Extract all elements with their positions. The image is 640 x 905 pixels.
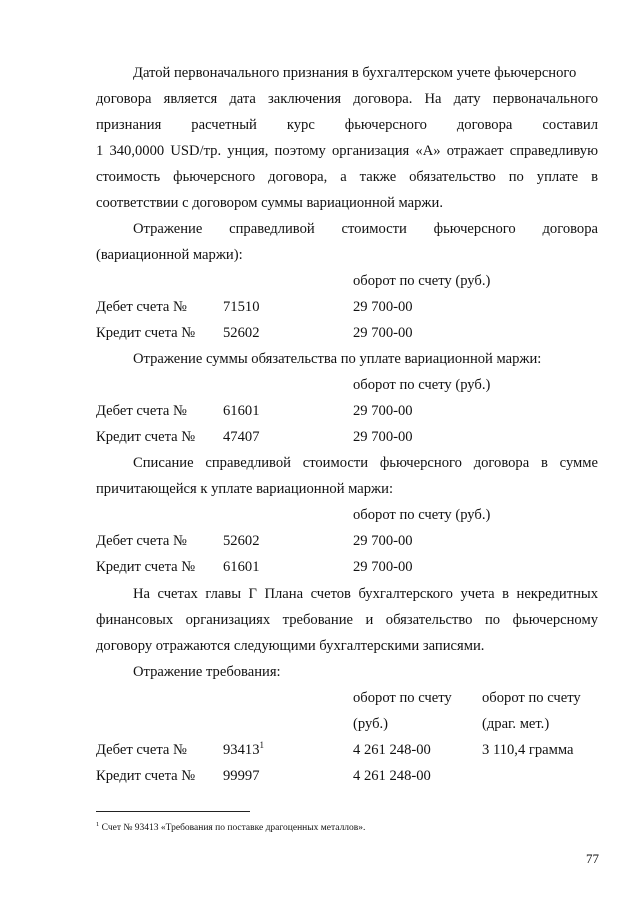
intro-line-6: соответствии с договором суммы вариационной маржи. [96,195,443,211]
rub-column-header: оборот по счету [353,690,452,706]
writeoff-column-header: оборот по счету (руб.) [353,507,491,523]
intro-line-5: стоимость фьючерсного договора, а также обязательство по уплате в [96,169,598,185]
intro-line-2: договора является дата заключения договора. На дату первоначального [96,91,598,107]
amount: 29 700-00 [353,325,413,341]
table-row [0,401,640,421]
intro-line-4: 1 340,0000 USD/тр. унция, поэтому организация «А» отражает справедливую [96,143,598,159]
table-row [0,427,640,447]
footnote-divider [96,811,250,812]
table-row [0,297,640,317]
fair-value-heading-line-1: Отражение справедливой стоимости фьючерсного договора [133,221,598,237]
account-number: 47407 [223,429,260,445]
metal-column-unit: (драг. мет.) [482,716,550,732]
entry-label: Дебет счета № [96,533,187,549]
table-row [0,766,640,786]
account-number: 61601 [223,403,260,419]
footnote-marker: 1 [96,821,100,828]
entry-label: Кредит счета № [96,325,196,341]
amount: 29 700-00 [353,429,413,445]
metal-column-header: оборот по счету [482,690,581,706]
account-number: 52602 [223,533,260,549]
entry-label: Дебет счета № [96,299,187,315]
table-row [0,740,640,760]
amount: 29 700-00 [353,533,413,549]
amount-rub: 4 261 248-00 [353,768,431,784]
amount: 29 700-00 [353,299,413,315]
amount-rub: 4 261 248-00 [353,742,431,758]
entry-label: Кредит счета № [96,768,196,784]
account-number-cell [223,740,264,760]
amount: 29 700-00 [353,559,413,575]
table-row [0,531,640,551]
liability-column-header: оборот по счету (руб.) [353,377,491,393]
account-number: 52602 [223,325,260,341]
entry-label: Дебет счета № [96,403,187,419]
page-number: 77 [586,851,599,866]
claim-column-units [0,714,640,734]
chapter-g-line-1: На счетах главы Г Плана счетов бухгалтерского учета в некредитных [133,586,598,602]
rub-column-unit: (руб.) [353,716,389,732]
table-row [0,557,640,577]
chapter-g-line-3: договору отражаются следующими бухгалтерскими записями. [96,638,485,654]
claim-column-headers [0,688,640,708]
writeoff-heading-line-2: причитающейся к уплате вариационной маржи: [96,481,394,497]
footnote-reference: 1 [259,740,264,750]
account-number: 99997 [223,768,260,784]
table-row [0,323,640,343]
intro-line-3: признания расчетный курс фьючерсного договора составил [96,117,598,133]
liability-heading: Отражение суммы обязательства по уплате вариационной маржи: [133,351,542,367]
account-number: 93413 [223,742,260,758]
claim-heading: Отражение требования: [133,664,281,680]
writeoff-heading-line-1: Списание справедливой стоимости фьючерсного договора в сумме [133,455,598,471]
footnote [96,822,365,834]
account-number: 61601 [223,559,260,575]
entry-label: Кредит счета № [96,559,196,575]
entry-label: Кредит счета № [96,429,196,445]
fair-value-column-header: оборот по счету (руб.) [353,273,491,289]
amount-metal: 3 110,4 грамма [482,742,574,758]
fair-value-heading-line-2: (вариационной маржи): [96,247,243,263]
footnote-text: Счет № 93413 «Требования по поставке драгоценных металлов». [99,823,366,833]
amount: 29 700-00 [353,403,413,419]
entry-label: Дебет счета № [96,742,187,758]
intro-line-1: Датой первоначального признания в бухгалтерском учете фьючерсного [133,65,577,81]
account-number: 71510 [223,299,260,315]
chapter-g-line-2: финансовых организациях требование и обязательство по фьючерсному [96,612,598,628]
